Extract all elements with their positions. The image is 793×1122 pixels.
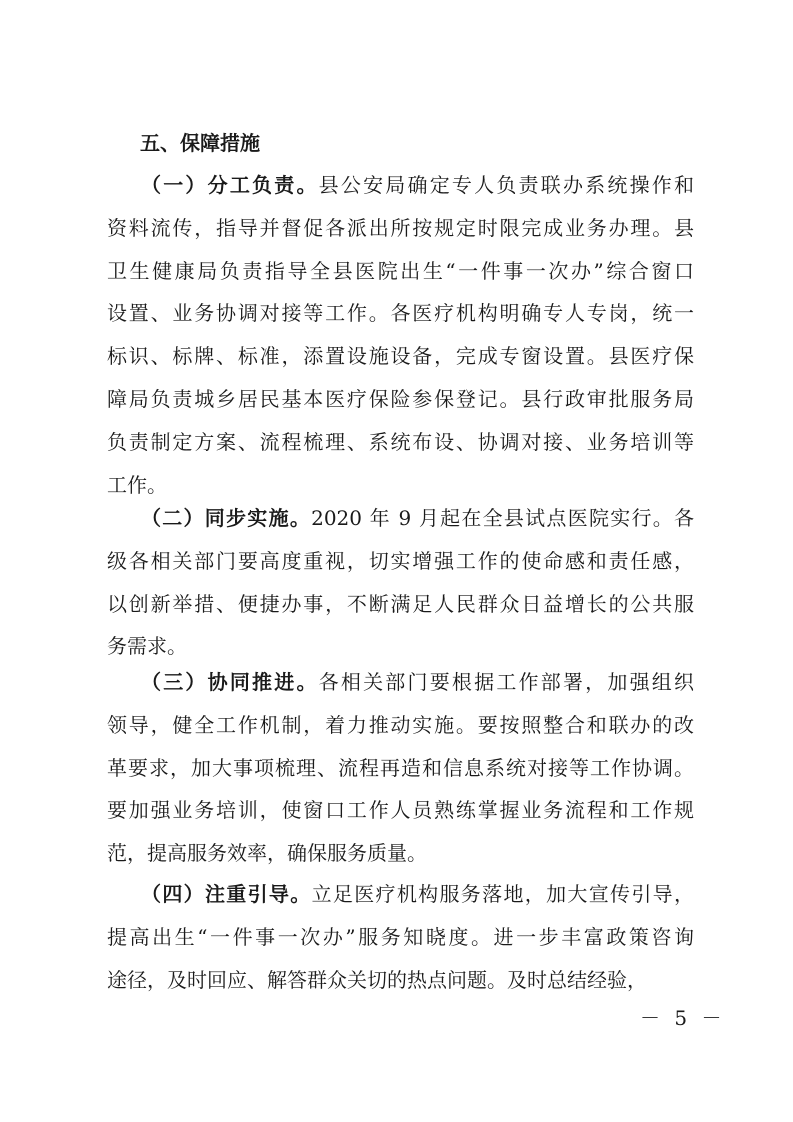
paragraph-guidance	[107, 873, 694, 1001]
page-number: － 5 －	[640, 1006, 726, 1030]
paragraph-line: 领导，健全工作机制，着力推动实施。要按照整合和联办的改	[107, 712, 694, 737]
paragraph-line: 务需求。	[107, 634, 187, 659]
paragraph-line: 障局负责城乡居民基本医疗保险参保登记。县行政审批服务局	[107, 386, 694, 411]
paragraph-line: 卫生健康局负责指导全县医院出生“一件事一次办”综合窗口	[107, 258, 694, 283]
paragraph-line: 要加强业务培训，使窗口工作人员熟练掌握业务流程和工作规	[107, 798, 694, 823]
paragraph-line: 革要求，加大事项梳理、流程再造和信息系统对接等工作协调。	[107, 755, 694, 780]
paragraph-line	[107, 497, 694, 540]
paragraph-line: 负责制定方案、流程梳理、系统布设、协调对接、业务培训等	[107, 429, 694, 454]
paragraph-lead-title: （三）协同推进。	[141, 670, 319, 694]
paragraph-line: 设置、业务协调对接等工作。各医疗机构明确专人专岗，统一	[107, 301, 694, 326]
paragraph-line: 途径，及时回应、解答群众关切的热点问题。及时总结经验，	[107, 967, 647, 992]
paragraph-line: 工作。	[107, 472, 167, 497]
paragraph-line: 资料流传，指导并督促各派出所按规定时限完成业务办理。县	[107, 215, 694, 240]
paragraph-line: 范，提高服务效率，确保服务质量。	[107, 841, 427, 866]
paragraph-division-of-labor	[107, 164, 694, 506]
paragraph-line	[107, 661, 694, 704]
paragraph-synchronized-implementation	[107, 497, 694, 668]
section-heading: 五、保障措施	[140, 131, 260, 155]
paragraph-line	[107, 873, 694, 916]
paragraph-line	[107, 164, 694, 207]
paragraph-text: 各相关部门要根据工作部署，加强组织	[318, 670, 695, 694]
paragraph-coordinated-promotion	[107, 661, 694, 875]
paragraph-text: 立足医疗机构服务落地，加大宣传引导，	[311, 882, 695, 906]
paragraph-line: 标识、标牌、标准，添置设施设备，完成专窗设置。县医疗保	[107, 344, 694, 369]
paragraph-line: 级各相关部门要高度重视，切实增强工作的使命感和责任感，	[107, 548, 694, 573]
paragraph-text: 2020 年 9 月起在全县试点医院实行。各	[311, 506, 695, 530]
paragraph-lead-title: （四）注重引导。	[141, 882, 312, 906]
paragraph-lead-title: （二）同步实施。	[141, 506, 312, 530]
paragraph-line: 提高出生“一件事一次办”服务知晓度。进一步丰富政策咨询	[107, 924, 694, 949]
paragraph-text: 县公安局确定专人负责联办系统操作和	[318, 173, 695, 197]
paragraph-line: 以创新举措、便捷办事，不断满足人民群众日益增长的公共服	[107, 591, 694, 616]
paragraph-lead-title: （一）分工负责。	[141, 173, 319, 197]
